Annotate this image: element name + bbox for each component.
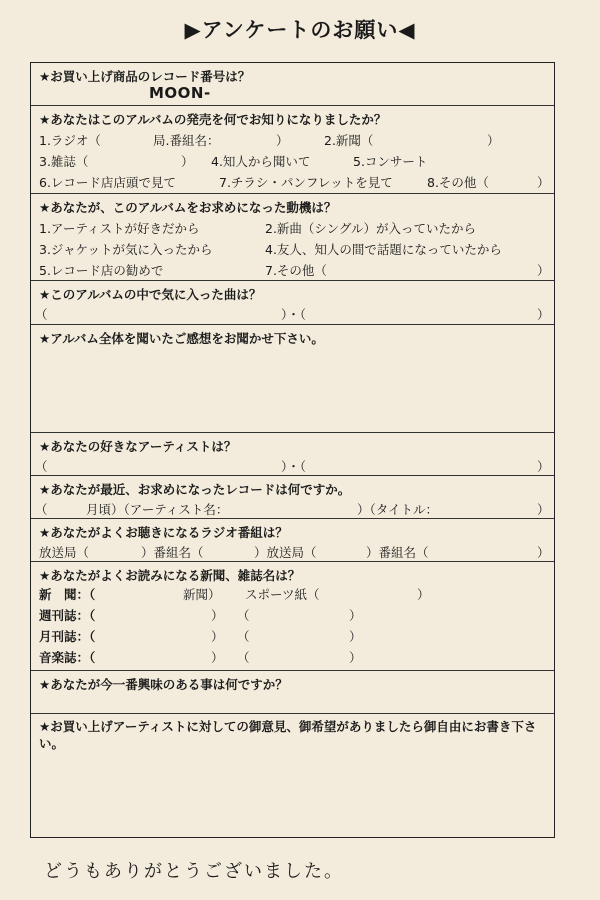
question-interest: ★あなたが今一番興味のある事は何ですか？ <box>39 677 288 692</box>
paren-close: ） <box>417 587 430 602</box>
question-how-learned: ★あなたはこのアルバムの発売を何でお知りになりましたか？ <box>39 112 387 127</box>
question-impressions: ★アルバム全体を聞いたご感想をお聞かせ下さい。 <box>39 331 324 346</box>
paren-close: ） <box>349 629 362 644</box>
question-recent-record: ★あなたが最近、お求めになったレコードは何ですか。 <box>39 482 351 497</box>
survey-form <box>30 62 555 838</box>
section-favorite-song <box>31 281 554 325</box>
option-radio[interactable]: 1.ラジオ（ <box>39 133 101 148</box>
paren-separator[interactable]: ）・（ <box>281 307 307 322</box>
option-magazine[interactable]: 3.雑誌（ <box>39 154 89 169</box>
paren-close: ） <box>276 133 289 148</box>
paren-open[interactable]: （ <box>237 629 250 644</box>
section-interest <box>31 671 554 714</box>
newspaper-label[interactable]: 新 聞：（ <box>39 587 96 602</box>
option-other[interactable]: 7.その他（ <box>265 263 327 278</box>
paren-open[interactable]: （ <box>35 459 48 474</box>
option-newspaper[interactable]: 2.新聞（ <box>324 133 374 148</box>
section-record-number <box>31 63 554 106</box>
paren-close: ） <box>537 459 550 474</box>
question-reading: ★あなたがよくお読みになる新聞、雑誌名は？ <box>39 568 301 583</box>
sports-paper-field[interactable]: スポーツ紙（ <box>245 587 320 602</box>
option-friends-topic[interactable]: 4.友人、知人の間で話題になっていたから <box>265 242 502 257</box>
station-field[interactable]: 放送局（ <box>39 545 90 560</box>
paren-separator[interactable]: ）・（ <box>281 459 307 474</box>
section-favorite-artist <box>31 433 554 476</box>
paren-close: ） <box>211 608 224 623</box>
music-mag-label[interactable]: 音楽誌：（ <box>39 650 96 665</box>
station-field[interactable]: ）放送局（ <box>254 545 317 560</box>
title-field[interactable]: ）（タイトル： <box>357 502 439 517</box>
page-title: ▶アンケートのお願い◀ <box>184 18 416 42</box>
program-field[interactable]: ）番組名（ <box>366 545 429 560</box>
question-radio-program: ★あなたがよくお聴きになるラジオ番組は？ <box>39 525 288 540</box>
paren-close: ） <box>349 608 362 623</box>
option-other[interactable]: 8.その他（ <box>427 175 489 190</box>
paren-open[interactable]: （ <box>35 502 48 517</box>
paren-close: ） <box>181 154 194 169</box>
section-motivation <box>31 194 554 281</box>
newspaper-suffix: 新聞） <box>183 587 221 602</box>
paren-close: ） <box>537 307 550 322</box>
question-motivation: ★あなたが、このアルバムをお求めになった動機は？ <box>39 200 337 215</box>
option-record-store[interactable]: 6.レコード店店頭で見て <box>39 175 176 190</box>
paren-open[interactable]: （ <box>35 307 48 322</box>
weekly-label[interactable]: 週刊誌：（ <box>39 608 96 623</box>
artist-name-field[interactable]: 月頃）（アーティスト名： <box>86 502 229 517</box>
section-reading <box>31 562 554 671</box>
option-like-artist[interactable]: 1.アーティストが好きだから <box>39 221 200 236</box>
paren-open[interactable]: （ <box>237 608 250 623</box>
paren-close: ） <box>211 650 224 665</box>
option-acquaintance[interactable]: 4.知人から聞いて <box>211 154 311 169</box>
question-favorite-song: ★このアルバムの中で気に入った曲は？ <box>39 287 262 302</box>
option-radio-program: 局.番組名： <box>153 133 220 148</box>
paren-close: ） <box>537 502 550 517</box>
question-favorite-artist: ★あなたの好きなアーティストは？ <box>39 439 237 454</box>
option-jacket[interactable]: 3.ジャケットが気に入ったから <box>39 242 213 257</box>
section-comments <box>31 714 554 836</box>
paren-close: ） <box>537 545 550 560</box>
question-record-number: ★お買い上げ商品のレコード番号は？ <box>39 69 251 84</box>
section-radio-program <box>31 519 554 562</box>
paren-close: ） <box>487 133 500 148</box>
paren-close: ） <box>211 629 224 644</box>
option-store-recommend[interactable]: 5.レコード店の勧めで <box>39 263 164 278</box>
paren-close: ） <box>537 175 550 190</box>
option-flyer[interactable]: 7.チラシ・パンフレットを見て <box>219 175 393 190</box>
paren-close: ） <box>537 263 550 278</box>
section-how-learned <box>31 106 554 194</box>
section-impressions <box>31 325 554 433</box>
option-new-single[interactable]: 2.新曲（シングル）が入っていたから <box>265 221 476 236</box>
program-field[interactable]: ）番組名（ <box>141 545 204 560</box>
question-comments: ★お買い上げアーティストに対しての御意見、御希望がありましたら御自由にお書き下さい。 <box>39 719 537 751</box>
section-recent-record <box>31 476 554 519</box>
option-concert[interactable]: 5.コンサート <box>353 154 428 169</box>
record-number-value[interactable]: MOON- <box>149 84 211 102</box>
monthly-label[interactable]: 月刊誌：（ <box>39 629 96 644</box>
paren-open[interactable]: （ <box>237 650 250 665</box>
paren-close: ） <box>349 650 362 665</box>
thank-you-text: どうもありがとうございました。 <box>44 861 344 882</box>
